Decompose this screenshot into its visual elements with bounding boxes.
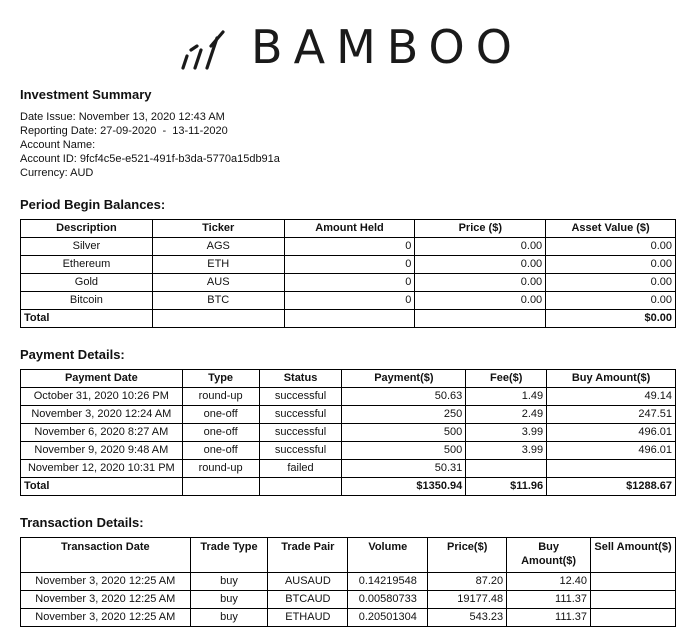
table-cell: round-up bbox=[182, 388, 259, 406]
table-cell: BTC bbox=[152, 292, 284, 310]
table-cell: 0.14219548 bbox=[348, 573, 428, 591]
table-cell: 543.23 bbox=[428, 609, 507, 627]
table-cell bbox=[284, 310, 415, 328]
table-cell: 0.00 bbox=[415, 256, 546, 274]
table-cell: 12.40 bbox=[507, 573, 591, 591]
table-cell bbox=[152, 310, 284, 328]
table-cell: successful bbox=[259, 388, 342, 406]
table-cell: 111.37 bbox=[507, 591, 591, 609]
table-row bbox=[21, 424, 676, 442]
table-cell: 0.00 bbox=[546, 256, 676, 274]
date-issue: Date Issue: November 13, 2020 12:43 AM bbox=[20, 111, 225, 123]
column-header: Volume bbox=[348, 538, 428, 573]
table-cell: 0.00 bbox=[546, 238, 676, 256]
table-cell bbox=[415, 310, 546, 328]
table-cell: November 12, 2020 10:31 PM bbox=[21, 460, 183, 478]
table-cell: successful bbox=[259, 406, 342, 424]
table-cell: round-up bbox=[182, 460, 259, 478]
account-name: Account Name: bbox=[20, 139, 96, 151]
table-cell: 0 bbox=[284, 238, 415, 256]
table-header-row bbox=[21, 370, 676, 388]
account-id: Account ID: 9fcf4c5e-e521-491f-b3da-5770a15db91a bbox=[20, 153, 280, 165]
table-cell bbox=[182, 478, 259, 496]
table-cell: November 3, 2020 12:25 AM bbox=[21, 609, 191, 627]
bamboo-logo-icon bbox=[177, 24, 237, 70]
table-cell: one-off bbox=[182, 424, 259, 442]
table-row bbox=[21, 388, 676, 406]
investment-summary-title: Investment Summary bbox=[20, 87, 152, 102]
total-label: Total bbox=[21, 310, 153, 328]
table-cell bbox=[259, 478, 342, 496]
table-row bbox=[21, 256, 676, 274]
table-cell: 87.20 bbox=[428, 573, 507, 591]
reporting-date: Reporting Date: 27-09-2020 - 13-11-2020 bbox=[20, 125, 228, 137]
column-header: Amount Held bbox=[284, 220, 415, 238]
table-cell bbox=[466, 460, 547, 478]
total-asset-value: $0.00 bbox=[546, 310, 676, 328]
table-cell: November 3, 2020 12:24 AM bbox=[21, 406, 183, 424]
total-label: Total bbox=[21, 478, 183, 496]
table-cell bbox=[591, 609, 676, 627]
table-cell: Gold bbox=[21, 274, 153, 292]
table-cell: buy bbox=[190, 573, 268, 591]
table-row bbox=[21, 442, 676, 460]
total-row bbox=[21, 310, 676, 328]
table-row bbox=[21, 274, 676, 292]
table-cell: 111.37 bbox=[507, 609, 591, 627]
column-header: Ticker bbox=[152, 220, 284, 238]
column-header: Trade Pair bbox=[268, 538, 348, 573]
table-cell: successful bbox=[259, 442, 342, 460]
table-cell: ETHAUD bbox=[268, 609, 348, 627]
table-cell: one-off bbox=[182, 406, 259, 424]
table-cell bbox=[591, 573, 676, 591]
transaction-details-table bbox=[20, 537, 676, 627]
table-cell: November 3, 2020 12:25 AM bbox=[21, 573, 191, 591]
total-row bbox=[21, 478, 676, 496]
table-cell: 250 bbox=[342, 406, 466, 424]
table-cell: 496.01 bbox=[547, 424, 676, 442]
table-cell: failed bbox=[259, 460, 342, 478]
column-header: Payment($) bbox=[342, 370, 466, 388]
table-cell: November 3, 2020 12:25 AM bbox=[21, 591, 191, 609]
total-buy-amount: $1288.67 bbox=[547, 478, 676, 496]
table-cell: one-off bbox=[182, 442, 259, 460]
table-cell: 247.51 bbox=[547, 406, 676, 424]
column-header: Asset Value ($) bbox=[546, 220, 676, 238]
total-payment: $1350.94 bbox=[342, 478, 466, 496]
table-cell: AUS bbox=[152, 274, 284, 292]
table-cell: ETH bbox=[152, 256, 284, 274]
table-cell: 0.00 bbox=[546, 292, 676, 310]
table-cell: 0.00 bbox=[415, 274, 546, 292]
account-meta bbox=[20, 110, 280, 180]
table-cell bbox=[547, 460, 676, 478]
table-cell: 50.31 bbox=[342, 460, 466, 478]
table-row bbox=[21, 591, 676, 609]
payment-details-title: Payment Details: bbox=[20, 347, 125, 362]
column-header: Trade Type bbox=[190, 538, 268, 573]
table-cell: 0.00 bbox=[415, 292, 546, 310]
table-cell: October 31, 2020 10:26 PM bbox=[21, 388, 183, 406]
table-cell: 50.63 bbox=[342, 388, 466, 406]
column-header: Status bbox=[259, 370, 342, 388]
table-cell: buy bbox=[190, 591, 268, 609]
table-cell: 500 bbox=[342, 442, 466, 460]
table-cell: 0 bbox=[284, 256, 415, 274]
table-cell: 0.00 bbox=[546, 274, 676, 292]
logo-wordmark: BAMBOO bbox=[251, 20, 523, 74]
table-cell: buy bbox=[190, 609, 268, 627]
table-cell: 1.49 bbox=[466, 388, 547, 406]
table-row bbox=[21, 292, 676, 310]
table-cell: successful bbox=[259, 424, 342, 442]
table-cell: 2.49 bbox=[466, 406, 547, 424]
table-cell: 49.14 bbox=[547, 388, 676, 406]
table-cell: AUSAUD bbox=[268, 573, 348, 591]
total-fee: $11.96 bbox=[466, 478, 547, 496]
column-header: Price ($) bbox=[415, 220, 546, 238]
table-cell: 3.99 bbox=[466, 442, 547, 460]
table-cell: 0.20501304 bbox=[348, 609, 428, 627]
transaction-details-title: Transaction Details: bbox=[20, 515, 144, 530]
table-row bbox=[21, 573, 676, 591]
table-header-row bbox=[21, 538, 676, 573]
table-row bbox=[21, 460, 676, 478]
table-cell: AGS bbox=[152, 238, 284, 256]
table-cell: 0 bbox=[284, 292, 415, 310]
table-cell: 496.01 bbox=[547, 442, 676, 460]
column-header: Sell Amount($) bbox=[591, 538, 676, 573]
table-cell: November 9, 2020 9:48 AM bbox=[21, 442, 183, 460]
table-row bbox=[21, 406, 676, 424]
table-cell: 0 bbox=[284, 274, 415, 292]
table-row bbox=[21, 238, 676, 256]
table-cell: 500 bbox=[342, 424, 466, 442]
column-header: Type bbox=[182, 370, 259, 388]
table-cell: 3.99 bbox=[466, 424, 547, 442]
currency: Currency: AUD bbox=[20, 167, 94, 179]
table-cell: 0.00580733 bbox=[348, 591, 428, 609]
column-header: Price($) bbox=[428, 538, 507, 573]
column-header: Description bbox=[21, 220, 153, 238]
table-header-row bbox=[21, 220, 676, 238]
period-balances-table bbox=[20, 219, 676, 328]
column-header: Payment Date bbox=[21, 370, 183, 388]
column-header: Transaction Date bbox=[21, 538, 191, 573]
column-header: Fee($) bbox=[466, 370, 547, 388]
table-cell: Bitcoin bbox=[21, 292, 153, 310]
table-row bbox=[21, 609, 676, 627]
table-cell: November 6, 2020 8:27 AM bbox=[21, 424, 183, 442]
column-header: Buy Amount($) bbox=[507, 538, 591, 573]
table-cell: BTCAUD bbox=[268, 591, 348, 609]
bamboo-logo bbox=[0, 22, 700, 72]
table-cell: 0.00 bbox=[415, 238, 546, 256]
table-cell: Silver bbox=[21, 238, 153, 256]
table-cell: 19177.48 bbox=[428, 591, 507, 609]
column-header: Buy Amount($) bbox=[547, 370, 676, 388]
table-cell: Ethereum bbox=[21, 256, 153, 274]
table-cell bbox=[591, 591, 676, 609]
payment-details-table bbox=[20, 369, 676, 496]
period-balances-title: Period Begin Balances: bbox=[20, 197, 166, 212]
